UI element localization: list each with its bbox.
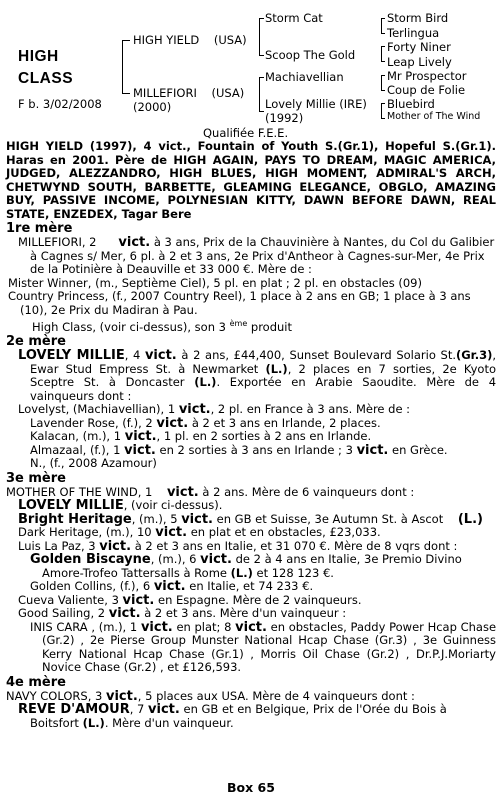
bracket-line xyxy=(381,33,385,34)
bracket-line xyxy=(381,118,385,119)
bracket-line xyxy=(122,40,123,94)
bracket-line xyxy=(122,93,130,94)
horse-name-line1: HIGH xyxy=(18,48,59,65)
second-dam-grandprod-4: N., (f., 2008 Azamour) xyxy=(30,456,157,471)
grandsire-2: Machiavellian xyxy=(265,70,344,84)
ggs-1: Storm Bird xyxy=(387,11,449,25)
third-dam-entry: MOTHER OF THE WIND, 1 vict. à 2 ans. Mère de 6 vainqueurs dont : xyxy=(6,484,415,500)
bracket-line xyxy=(381,103,385,104)
bracket-line xyxy=(381,61,385,62)
granddam-2-year: (1992) xyxy=(265,111,304,125)
third-dam-produce-6: Good Sailing, 2 vict. à 2 et 3 ans. Mère d'un vainqueur : xyxy=(18,606,347,622)
ggs-4: Leap Lively xyxy=(387,55,452,69)
bracket-line xyxy=(381,90,385,91)
second-dam-grandprod-2: Kalacan, (m.), 1 vict., 1 pl. en 2 sorties à 2 ans en Irlande. xyxy=(30,429,372,445)
granddam-2: Lovely Millie (IRE) xyxy=(265,97,367,111)
sire-summary: HIGH YIELD (1997), 4 vict., Fountain of Youth S.(Gr.1), Hopeful S.(Gr.1). Haras en 2001. Père de HIGH AGAIN, PAYS TO DREAM, MAGIC AMERICA, JUDGED, ALEZZANDRO, HIGH BLUES, HIGH MOMENT, ADMIRAL'S ARCH, CHETWYND SOUTH, BARBETTE, GLEAMING ELEGANCE, OBGLO, AMAZING BUY, PASSIVE INCOME, POLYNESIAN KITTY, DAWN BEFORE DAWN, REAL STATE, ENZEDEX, Tagar Bere xyxy=(6,139,496,221)
second-dam-entry: LOVELY MILLIE, 4 vict. à 2 ans, £44,400, Sunset Boulevard Solario St.(Gr.3), Ewar Stud Empress St. à Newmarket (L.), 2 places en 7 sorties, 2e Kyoto Sceptre St. à Doncaster (L.). Exportée en Arabie Saoudite. Mère de 4 vainqueurs dont : xyxy=(18,348,497,403)
bracket-line xyxy=(381,75,385,76)
bracket-line xyxy=(381,103,382,119)
section-first-dam: 1re mère xyxy=(6,221,73,236)
bracket-line xyxy=(381,18,382,34)
dam-name: MILLEFIORI (USA) xyxy=(133,86,245,100)
bracket-line xyxy=(381,46,385,47)
bracket-line xyxy=(259,111,264,112)
fourth-dam-produce-1: REVE D'AMOUR, 7 vict. en GB et en Belgique, Prix de l'Orée du Bois à Boitsfort (L.). Mère d'un vainqueur. xyxy=(18,702,447,730)
horse-info: F b. 3/02/2008 xyxy=(18,97,102,111)
third-dam-produce-5: Cueva Valiente, 3 vict. en Espagne. Mère de 2 vainqueurs. xyxy=(18,592,362,608)
sire-name: HIGH YIELD (USA) xyxy=(133,33,247,47)
catalogue-text xyxy=(6,140,496,730)
second-dam-grandprod-3: Almazaal, (f.), 1 vict. en 2 sorties à 3 ans en Irlande ; 3 vict. en Grèce. xyxy=(30,442,448,458)
fourth-dam-entry: NAVY COLORS, 3 vict., 5 places aux USA. Mère de 4 vainqueurs dont : xyxy=(6,688,415,704)
dam-year: (2000) xyxy=(133,100,172,114)
qualified-label: Qualifiée F.E.E. xyxy=(203,126,289,140)
third-dam-grandprod-3: INIS CARA , (m.), 1 vict. en plat; 8 vict. en obstacles, Paddy Power Hcap Chase (Gr.2) , 2e Pierse Group Munster National Hcap Chase (Gr.3) , 3e Guinness Kerry National Hcap Chase (Gr.1) , Morris Oil Chase (Gr.2) , Dr.P.J.Moriarty Novice Chase (Gr.2) , et £126,593. xyxy=(30,619,497,675)
bracket-line xyxy=(381,75,382,91)
first-dam-produce-3: High Class, (voir ci-dessus), son 3 $^{ème}$ produit xyxy=(32,319,293,334)
bracket-line xyxy=(259,18,260,56)
section-fourth-dam: 4e mère xyxy=(6,674,66,690)
third-dam-grandprod-2: Golden Collins, (f.), 6 vict. en Italie, et 74 233 €. xyxy=(30,579,314,595)
second-dam-grandprod-1: Lavender Rose, (f.), 2 vict. à 2 et 3 ans en Irlande, 2 places. xyxy=(30,415,381,431)
bracket-line xyxy=(259,55,264,56)
bracket-line xyxy=(259,18,264,19)
third-dam-produce-2: Bright Heritage, (m.), 5 vict. en GB et Suisse, 3e Autumn St. à Ascot (L.) xyxy=(18,511,483,527)
first-dam-produce-2: Country Princess, (f., 2007 Country Reel), 1 place à 2 ans en GB; 1 place à 3 ans (10), 2e Prix du Madiran à Pau. xyxy=(8,289,471,317)
ggs-7: Bluebird xyxy=(387,97,435,111)
bracket-line xyxy=(122,40,130,41)
grandsire-1: Storm Cat xyxy=(265,11,323,25)
first-dam-produce-1: Mister Winner, (m., Septième Ciel), 5 pl. en plat ; 2 pl. en obstacles (09) xyxy=(8,275,422,290)
ggs-8: Mother of The Wind xyxy=(387,111,481,122)
bracket-line xyxy=(259,77,260,112)
first-dam-entry: MILLEFIORI, 2 vict. à 3 ans, Prix de la Chauvinière à Nantes, du Col du Galibier à Cagnes s/ Mer, 6 pl. à 2 et 3 ans, 2e Prix d'Antheor à Cagnes-sur-Mer, 4e Prix de la Potinière à Deauville et 33 000 €. Mère de : xyxy=(18,235,495,276)
bracket-line xyxy=(381,46,382,62)
third-dam-produce-4: Luis La Paz, 3 vict. à 2 et 3 ans en Italie, et 31 070 €. Mère de 8 vqrs dont : xyxy=(18,538,458,554)
horse-name-line2: CLASS xyxy=(18,70,74,87)
ggs-3: Forty Niner xyxy=(387,40,451,54)
bracket-line xyxy=(259,77,264,78)
section-second-dam: 2e mère xyxy=(6,334,66,350)
ggs-2: Terlingua xyxy=(387,26,440,40)
granddam-1: Scoop The Gold xyxy=(265,48,356,62)
box-number: Box 65 xyxy=(227,780,275,795)
bracket-line xyxy=(381,18,385,19)
ggs-5: Mr Prospector xyxy=(387,69,467,83)
third-dam-produce-3: Dark Heritage, (m.), 10 vict. en plat et en obstacles, £23,033. xyxy=(18,525,381,541)
third-dam-grandprod-1: Golden Biscayne, (m.), 6 vict. de 2 à 4 ans en Italie, 3e Premio Divino Amore-Trofeo Tattersalls à Rome (L.) et 128 123 €. xyxy=(30,552,462,580)
second-dam-produce-1: Lovelyst, (Machiavellian), 1 vict., 2 pl. en France à 3 ans. Mère de : xyxy=(18,402,411,418)
third-dam-produce-1: LOVELY MILLIE, (voir ci-dessus). xyxy=(18,498,223,514)
section-third-dam: 3e mère xyxy=(6,470,66,486)
ggs-6: Coup de Folie xyxy=(387,83,466,97)
